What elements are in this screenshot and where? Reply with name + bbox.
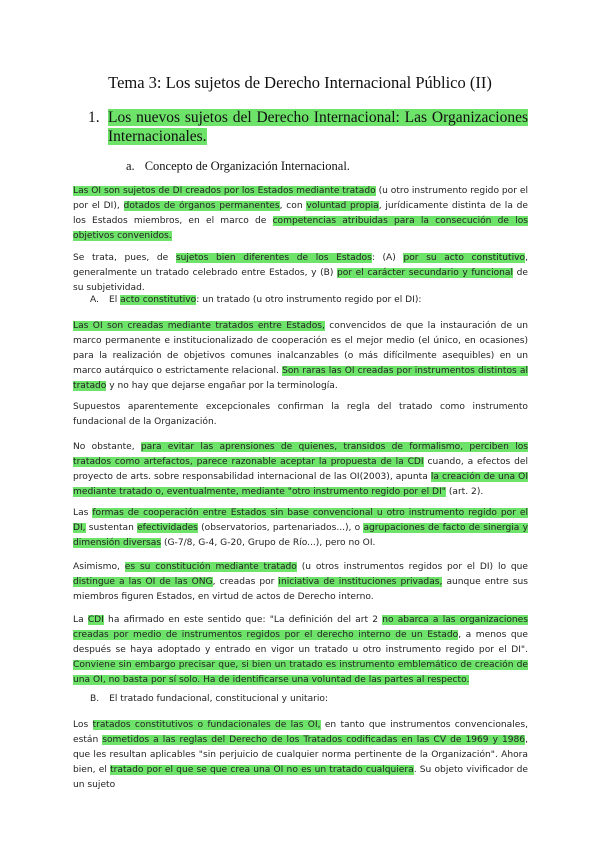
highlighted-text: la creación de una OI mediante tratado o, eventualmente, mediante "otro instrumento regido por el DI" xyxy=(73,472,528,497)
highlighted-text: formas de cooperación entre Estados sin base convencional u otro instrumento regido por el DI, xyxy=(73,508,528,533)
heading-a xyxy=(126,159,350,174)
highlighted-text: dotados de órganos permanentes xyxy=(123,201,280,211)
section-b-text: El tratado fundacional, constitucional y unitario: xyxy=(109,694,329,704)
heading-1-number: 1. xyxy=(88,109,100,126)
highlighted-text: distingue a las OI de las ONG xyxy=(73,577,213,587)
body-text: en tanto que instrumentos convencionales, están xyxy=(73,720,528,745)
highlighted-text: tratados constitutivos o fundacionales de las OI, xyxy=(92,720,321,730)
body-text: sustentan xyxy=(85,523,138,533)
body-text: convencidos de que la instauración de un marco permanente e institucionalizado de cooperación es el mejor medio (el único, en ocasiones) para la realización de objetivos comunes inalcanzables (o más difícilmente asequibles) en un marco autárquico o estrictamente relacional. xyxy=(73,321,528,376)
highlighted-text: sujetos bien diferentes de los Estados xyxy=(175,253,372,263)
body-text: y no hay que dejarse engañar por la terminología. xyxy=(106,381,338,391)
body-text: (G-7/8, G-4, G-20, Grupo de Río...), pero no OI. xyxy=(161,538,376,548)
body-text: . Su objeto vivificador de un sujeto xyxy=(73,765,529,790)
paragraph xyxy=(73,400,528,430)
section-a-heading xyxy=(90,295,421,305)
paragraph xyxy=(73,440,528,500)
highlighted-text: voluntad propia xyxy=(306,201,379,211)
section-b-heading xyxy=(90,694,328,704)
body-text: , jurídicamente distinta de la de los Estados miembros, en el marco de xyxy=(73,201,529,226)
body-text: , creadas por xyxy=(212,577,279,587)
highlighted-text: Conviene sin embargo precisar que, si bien un tratado es instrumento emblemático de creación de una OI, no basta por sí solo. Ha de identificarse una voluntad de las partes al respecto. xyxy=(73,660,528,685)
body-text: Se trata, pues, de xyxy=(73,253,176,263)
highlighted-text: tratado por el que se que crea una OI no es un tratado cualquiera xyxy=(110,765,414,775)
highlighted-text: sometidos a las reglas del Derecho de los Tratados codificadas en las CV de 1969 y 1986 xyxy=(102,735,526,745)
highlighted-text: Las OI son sujetos de DI creados por los Estados mediante tratado xyxy=(73,186,376,196)
body-text: , a menos que después se haya adoptado y entrado en vigor un tratado u otro instrumento regido por el DI". xyxy=(73,630,528,655)
highlighted-text: iniciativa de instituciones privadas, xyxy=(278,577,443,587)
paragraph xyxy=(73,184,528,244)
body-text: (observatorios, partenariados...), o xyxy=(197,523,364,533)
highlighted-text: CDI xyxy=(87,615,104,625)
highlighted-text: efectividades xyxy=(137,523,198,533)
highlighted-text: Son raras las OI creadas por instrumentos distintos al tratado xyxy=(73,366,528,391)
body-text: No obstante, xyxy=(73,442,141,452)
body-text: (art. 2). xyxy=(445,487,484,497)
highlighted-text: competencias atribuidas para la consecución de los objetivos convenidos. xyxy=(73,216,529,241)
body-text: , con xyxy=(279,201,307,211)
highlighted-text: para evitar las aprensiones de quienes, transidos de formalismo, perciben los tratados como artefactos, parece razonable aceptar la propuesta de la CDI xyxy=(73,442,528,467)
body-text: Asimismo, xyxy=(73,562,125,572)
body-text: (u otros instrumentos regidos por el DI) lo que xyxy=(296,562,528,572)
paragraph xyxy=(73,506,528,551)
section-a-number: A. xyxy=(90,295,99,305)
body-text: de su subjetividad. xyxy=(73,268,528,293)
section-a-text-after: : un tratado (u otro instrumento regido por el DI): xyxy=(196,295,422,305)
highlighted-text: por su acto constitutivo xyxy=(403,253,526,263)
highlighted-text: agrupaciones de facto de sinergia y dimensión diversas xyxy=(73,523,528,548)
page-title: Tema 3: Los sujetos de Derecho Internacional Público (II) xyxy=(108,73,492,92)
highlighted-text: es su constitución mediante tratado xyxy=(124,562,297,572)
body-text: La xyxy=(73,615,88,625)
paragraph xyxy=(73,560,528,605)
heading-1 xyxy=(88,108,528,146)
paragraph xyxy=(73,251,528,296)
section-b-number: B. xyxy=(90,694,100,704)
body-text: Los xyxy=(73,720,93,730)
body-text: Supuestos aparentemente excepcionales confirman la regla del tratado como instrumento fundacional de la Organización. xyxy=(73,402,528,427)
highlighted-text: no abarca a las organizaciones creadas por medio de instrumentos regidos por el derecho interno de un Estado xyxy=(73,615,529,640)
body-text: Las xyxy=(73,508,93,518)
highlighted-text: por el carácter secundario y funcional xyxy=(337,268,514,278)
body-text: : (A) xyxy=(371,253,404,263)
body-text: cuando, a efectos del proyecto de arts. sobre responsabilidad internacional de las OI(2003), apunta xyxy=(73,457,528,482)
body-text: , generalmente un tratado celebrado entre Estados, y (B) xyxy=(73,253,528,278)
heading-1-highlight: Los nuevos sujetos del Derecho Internacional: Las Organizaciones Internacionales. xyxy=(108,109,528,145)
paragraph xyxy=(73,613,528,688)
paragraph xyxy=(73,319,528,394)
heading-1-text xyxy=(108,108,528,146)
body-text: aunque entre sus miembros figuren Estados, en virtud de actos de Derecho interno. xyxy=(73,577,529,602)
body-text: ha afirmado en este sentido que: "La definición del art 2 xyxy=(103,615,383,625)
body-text: (u otro instrumento regido por el por el DI), xyxy=(73,186,528,211)
paragraph xyxy=(73,718,528,793)
highlighted-text: Las OI son creadas mediante tratados entre Estados, xyxy=(73,321,325,331)
section-a-text-before: El xyxy=(108,295,121,305)
heading-a-text: Concepto de Organización Internacional. xyxy=(144,159,350,173)
heading-a-number: a. xyxy=(126,159,135,173)
section-a-highlight: acto constitutivo xyxy=(120,295,197,305)
body-text: , que les resultan aplicables "sin perjuicio de cualquier norma pertinente de la Organización". Ahora bien, el xyxy=(73,735,529,775)
